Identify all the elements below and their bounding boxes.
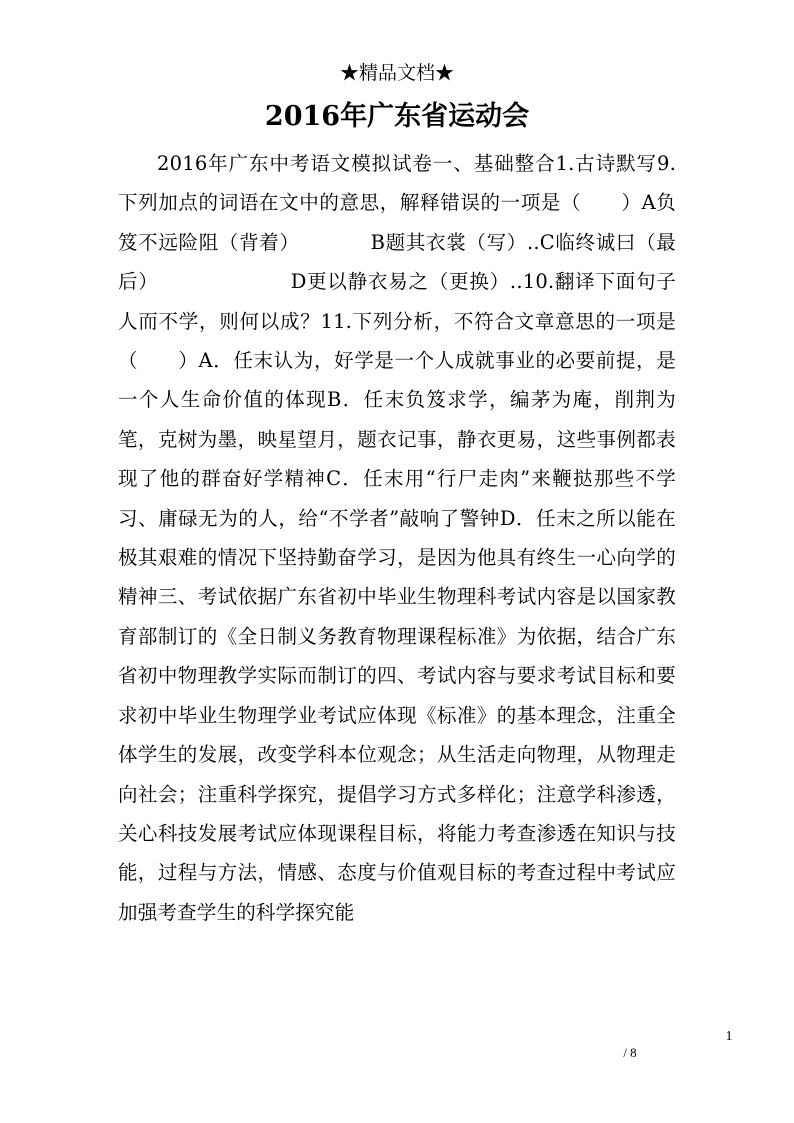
page-total: / 8 xyxy=(623,1045,637,1060)
page-number: 1 xyxy=(725,1029,733,1044)
document-body-text: 2016年广东中考语文模拟试卷一、基础整合1.古诗默写9.下列加点的词语在文中的意思，解释错误的一项是（ ）A负笈不远险阻（背着） B题其衣裳（写）..C临终诚曰（最后） D更以静衣易之（更换）..10.翻译下面句子人而不学，则何以成？11.下列分析，不符合文章意思的一项是（ ）A．任末认为，好学是一个人成就事业的必要前提，是一个人生命价值的体现B．任末负笈求学，编茅为庵，削荆为笔，克树为墨，映星望月，题衣记事，静衣更易，这些事例都表现了他的群奋好学精神C．任末用“行尸走肉”来鞭挞那些不学习、庸碌无为的人，给“不学者”敲响了警钟D．任末之所以能在极其艰难的情况下坚持勤奋学习，是因为他具有终生一心向学的精神三、考试依据广东省初中毕业生物理科考试内容是以国家教育部制订的《全日制义务教育物理课程标准》为依据，结合广东省初中物理教学实际而制订的四、考试内容与要求考试目标和要求初中毕业生物理学业考试应体现《标准》的基本理念，注重全体学生的发展，改变学科本位观念；从生活走向物理，从物理走向社会；注重科学探究，提倡学习方式多样化；注意学科渗透，关心科技发展考试应体现课程目标，将能力考查渗透在知识与技能，过程与方法，情感、态度与价值观目标的考查过程中考试应加强考查学生的科学探究能 xyxy=(118,152,676,924)
document-title: 2016年广东省运动会 xyxy=(264,101,530,132)
document-header: ★精品文档★ xyxy=(339,62,454,84)
